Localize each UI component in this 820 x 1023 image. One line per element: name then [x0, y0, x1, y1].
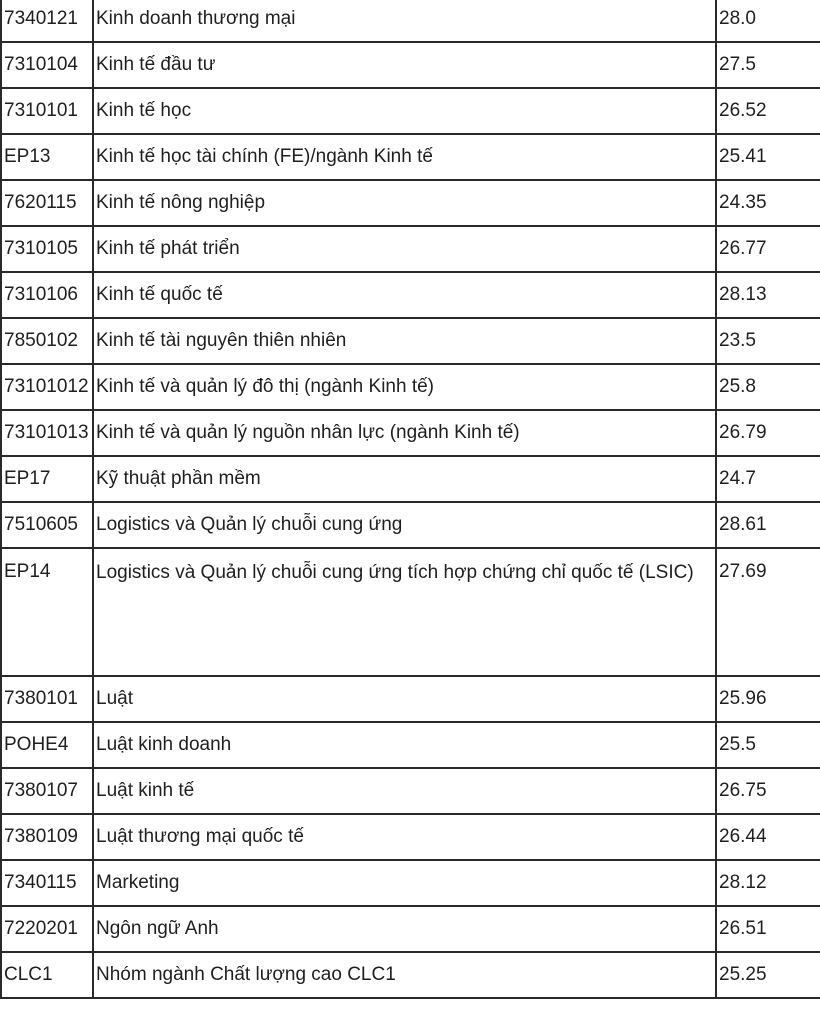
cutoff-score: 25.8: [716, 364, 820, 410]
cutoff-score: 23.5: [716, 318, 820, 364]
major-code: 7380107: [1, 768, 93, 814]
major-code: 7220201: [1, 906, 93, 952]
major-name: Kinh tế quốc tế: [93, 272, 716, 318]
table-row: [1, 88, 820, 134]
major-code: EP14: [1, 548, 93, 676]
table-row: [1, 180, 820, 226]
cutoff-score: 26.52: [716, 88, 820, 134]
cutoff-score: 24.35: [716, 180, 820, 226]
table-row: [1, 226, 820, 272]
major-name: Kinh tế và quản lý đô thị (ngành Kinh tế): [93, 364, 716, 410]
table-row: [1, 548, 820, 676]
cutoff-score: 25.41: [716, 134, 820, 180]
major-name: Logistics và Quản lý chuỗi cung ứng tích hợp chứng chỉ quốc tế (LSIC): [93, 548, 716, 676]
major-name: Luật kinh tế: [93, 768, 716, 814]
major-code: 73101013: [1, 410, 93, 456]
cutoff-score: 25.25: [716, 952, 820, 998]
cutoff-score: 26.75: [716, 768, 820, 814]
cutoff-score: 28.13: [716, 272, 820, 318]
major-code: POHE4: [1, 722, 93, 768]
major-name: Kỹ thuật phần mềm: [93, 456, 716, 502]
major-code: 7510605: [1, 502, 93, 548]
major-code: 7310104: [1, 42, 93, 88]
major-name: Kinh tế đầu tư: [93, 42, 716, 88]
major-code: CLC1: [1, 952, 93, 998]
major-code: 7340121: [1, 0, 93, 42]
cutoff-score: 26.79: [716, 410, 820, 456]
table-row: [1, 502, 820, 548]
cutoff-score: 27.5: [716, 42, 820, 88]
cutoff-score: 26.44: [716, 814, 820, 860]
table-row: [1, 860, 820, 906]
major-name: Kinh tế phát triển: [93, 226, 716, 272]
major-code: 7310101: [1, 88, 93, 134]
major-name: Luật: [93, 676, 716, 722]
major-code: 7310106: [1, 272, 93, 318]
major-name: Kinh tế học: [93, 88, 716, 134]
table-row: [1, 768, 820, 814]
table-row: [1, 906, 820, 952]
major-code: 7380101: [1, 676, 93, 722]
major-name: Logistics và Quản lý chuỗi cung ứng: [93, 502, 716, 548]
cutoff-score: 28.12: [716, 860, 820, 906]
cutoff-score: 24.7: [716, 456, 820, 502]
major-name: Luật kinh doanh: [93, 722, 716, 768]
major-name: Ngôn ngữ Anh: [93, 906, 716, 952]
major-code: 7340115: [1, 860, 93, 906]
major-code: 7380109: [1, 814, 93, 860]
table-row: [1, 676, 820, 722]
table-row: [1, 42, 820, 88]
cutoff-score: 28.0: [716, 0, 820, 42]
major-name: Kinh tế và quản lý nguồn nhân lực (ngành Kinh tế): [93, 410, 716, 456]
cutoff-score: 25.96: [716, 676, 820, 722]
major-code: 73101012: [1, 364, 93, 410]
table-row: [1, 272, 820, 318]
major-code: 7850102: [1, 318, 93, 364]
table-row: [1, 0, 820, 42]
major-name: Marketing: [93, 860, 716, 906]
table-row: [1, 364, 820, 410]
table-row: [1, 722, 820, 768]
cutoff-score: 25.5: [716, 722, 820, 768]
cutoff-score: 28.61: [716, 502, 820, 548]
major-name: Luật thương mại quốc tế: [93, 814, 716, 860]
cutoff-score: 26.77: [716, 226, 820, 272]
major-code: EP17: [1, 456, 93, 502]
table-row: [1, 318, 820, 364]
major-name: Kinh tế tài nguyên thiên nhiên: [93, 318, 716, 364]
major-code: 7620115: [1, 180, 93, 226]
table-row: [1, 814, 820, 860]
major-name: Kinh tế học tài chính (FE)/ngành Kinh tế: [93, 134, 716, 180]
table-row: [1, 952, 820, 998]
major-name: Kinh doanh thương mại: [93, 0, 716, 42]
cutoff-score: 26.51: [716, 906, 820, 952]
table-row: [1, 410, 820, 456]
major-code: 7310105: [1, 226, 93, 272]
table-row: [1, 134, 820, 180]
major-code: EP13: [1, 134, 93, 180]
major-name: Nhóm ngành Chất lượng cao CLC1: [93, 952, 716, 998]
cutoff-score: 27.69: [716, 548, 820, 676]
table-row: [1, 456, 820, 502]
major-name: Kinh tế nông nghiệp: [93, 180, 716, 226]
